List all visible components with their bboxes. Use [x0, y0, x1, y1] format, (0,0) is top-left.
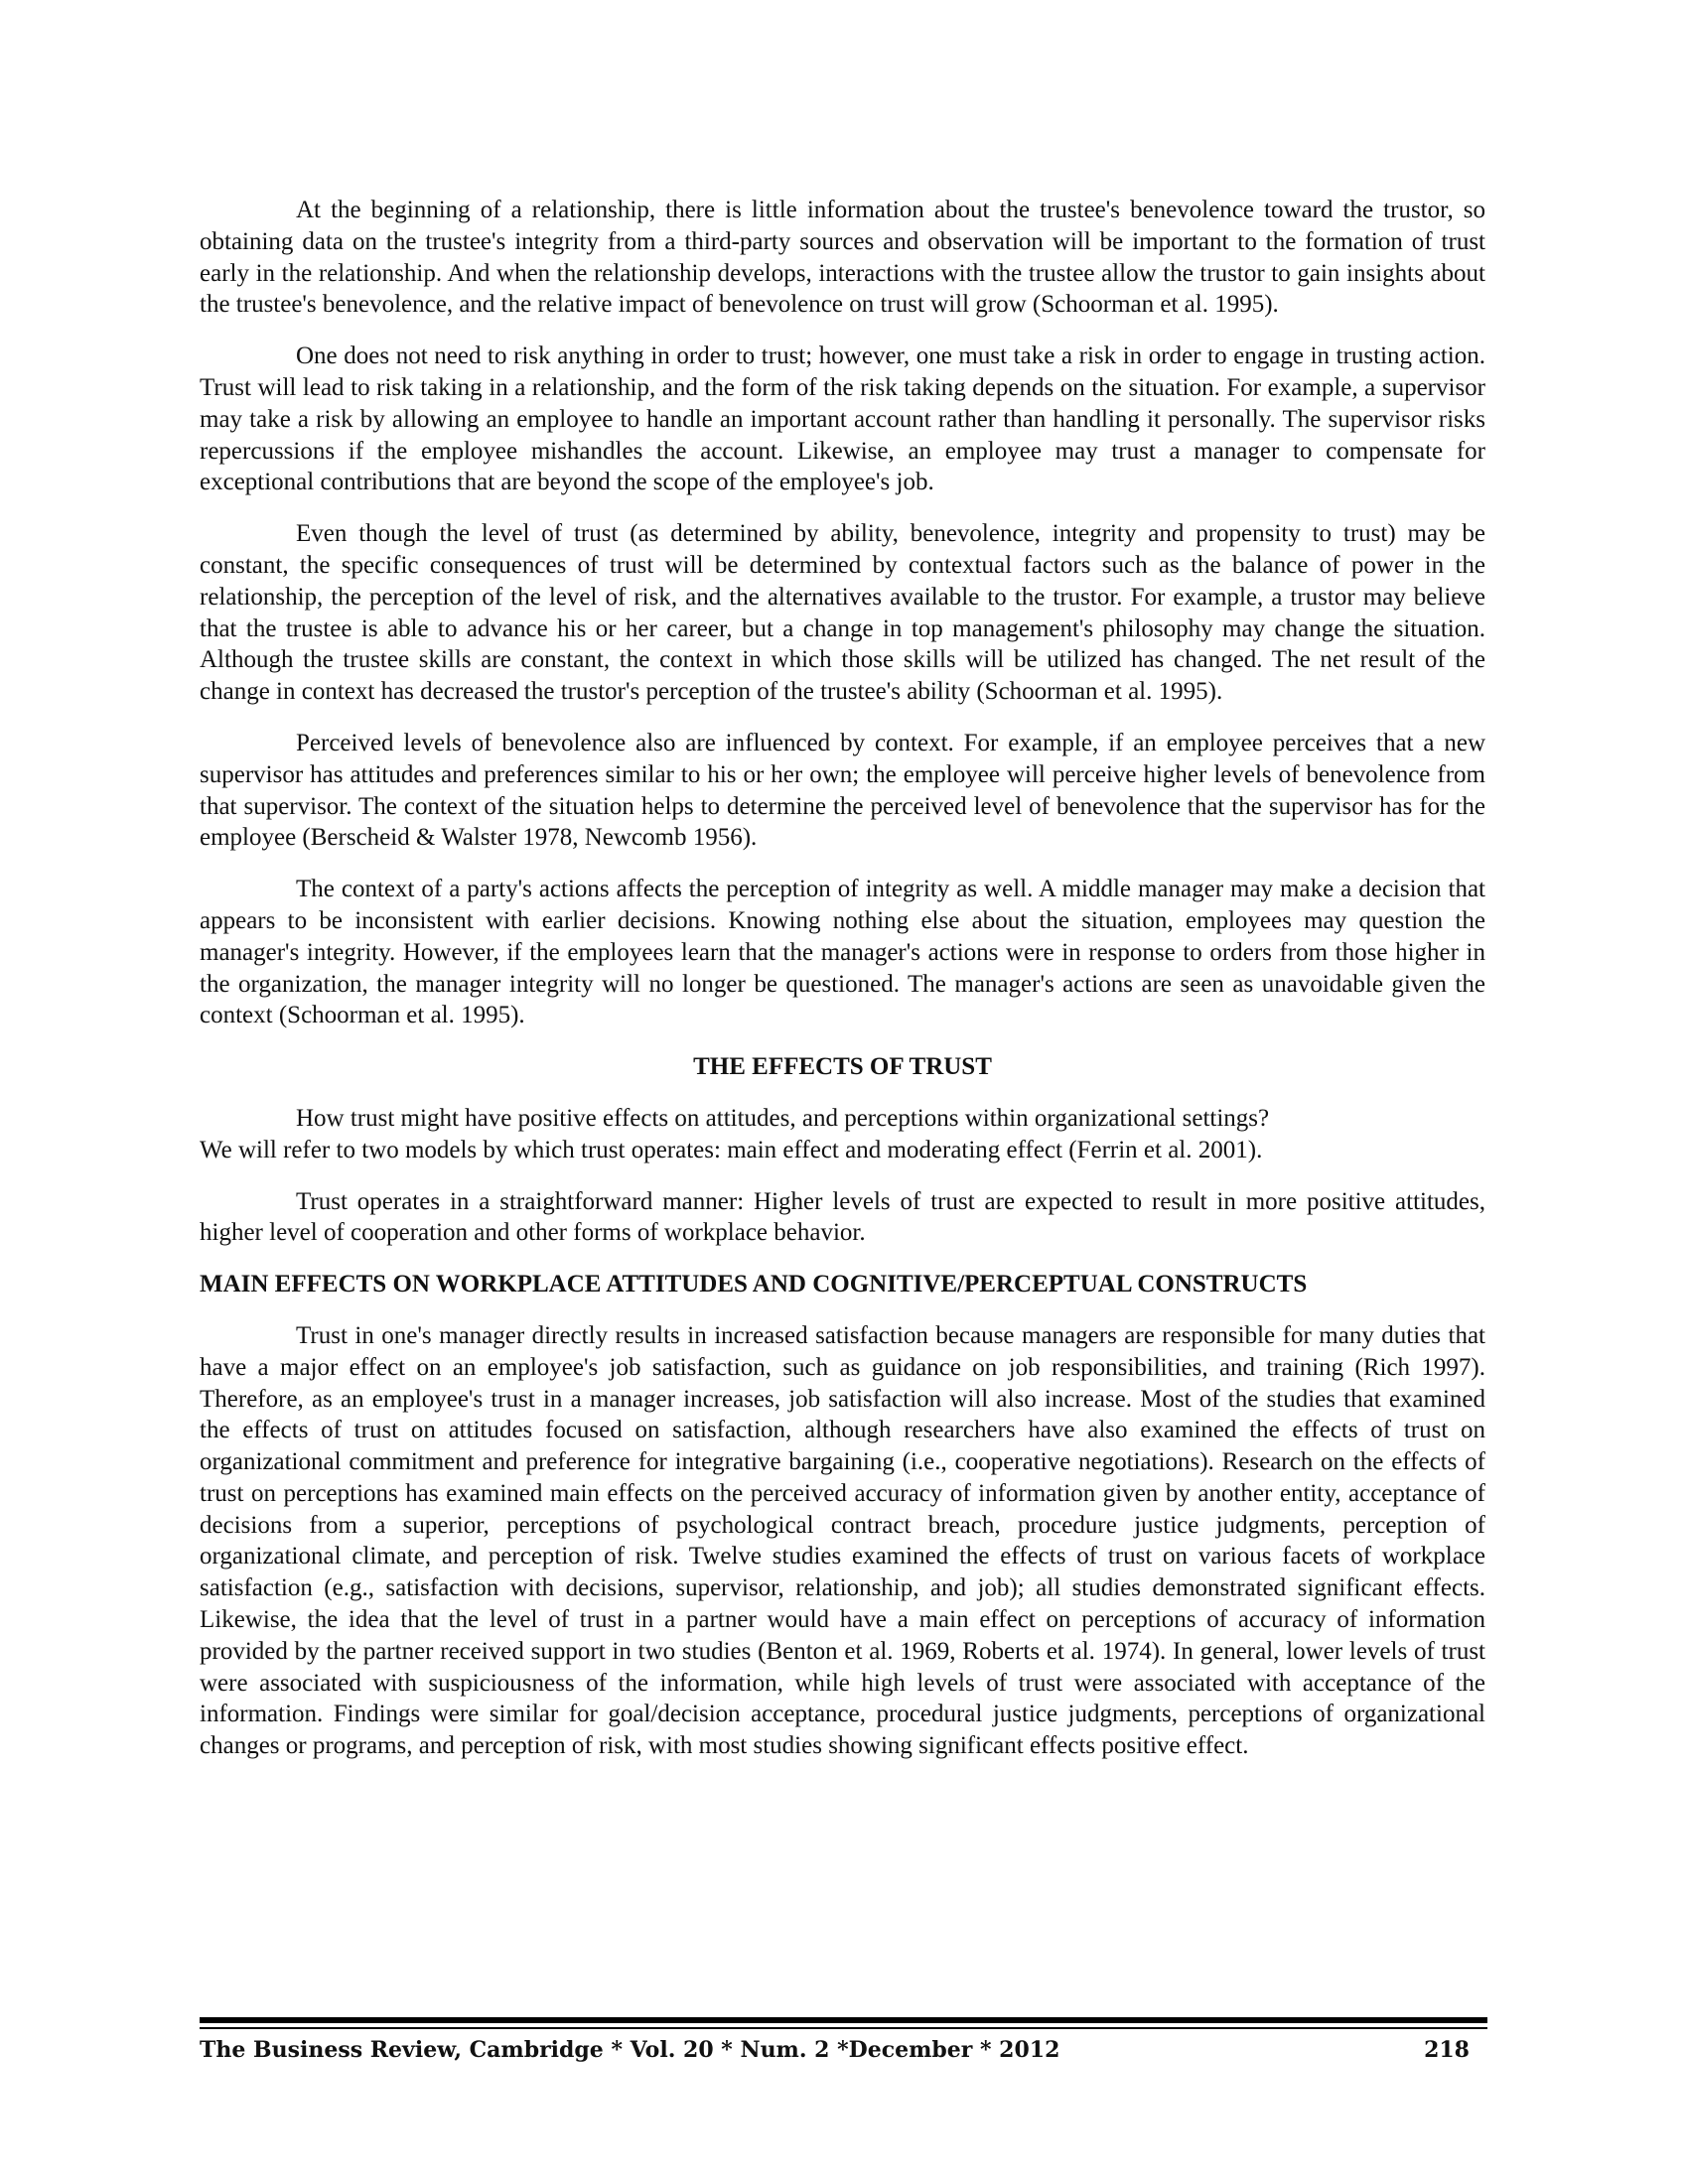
effects-intro-paragraph	[200, 1103, 1485, 1166]
body-paragraph: Even though the level of trust (as determined by ability, benevolence, integrity and propensity to trust) may be constant, the specific consequences of trust will be determined by contextual factors such as the balance of power in the relationship, the perception of the level of risk, and the alternatives available to the trustor. For example, a trustor may believe that the trustee is able to advance his or her career, but a change in top management's philosophy may change the situation. Although the trustee skills are constant, the context in which those skills will be utilized has changed. The net result of the change in context has decreased the trustor's perception of the trustee's ability (Schoorman et al. 1995).	[200, 520, 1485, 706]
page-body	[200, 195, 1485, 1782]
section-heading-main-effects: MAIN EFFECTS ON WORKPLACE ATTITUDES AND COGNITIVE/PERCEPTUAL CONSTRUCTS	[200, 1271, 1308, 1298]
footer-rule	[200, 2017, 1487, 2023]
body-paragraph: One does not need to risk anything in order to trust; however, one must take a risk in order to engage in trusting action. Trust will lead to risk taking in a relationship, and the form of the risk taking depends on the situation. For example, a supervisor may take a risk by allowing an employee to handle an important account rather than handling it personally. The supervisor risks repercussions if the employee mishandles the account. Likewise, an employee may trust a manager to compensate for exceptional contributions that are beyond the scope of the employee's job.	[200, 342, 1485, 496]
footer-rule	[200, 2027, 1487, 2029]
page-number: 218	[1424, 2037, 1470, 2063]
body-paragraph: Trust in one's manager directly results in increased satisfaction because managers are responsible for many duties that have a major effect on an employee's job satisfaction, such as guidance on job responsibilities, and training (Rich 1997). Therefore, as an employee's trust in a manager increases, job satisfaction will also increase. Most of the studies that examined the effects of trust on attitudes focused on satisfaction, although researchers have also examined the effects of trust on organizational commitment and preference for integrative bargaining (i.e., cooperative negotiations). Research on the effects of trust on perceptions has examined main effects on the perceived accuracy of information given by another entity, acceptance of decisions from a superior, perceptions of psychological contract breach, procedure justice judgments, perception of organizational climate, and perception of risk. Twelve studies examined the effects of trust on various facets of workplace satisfaction (e.g., satisfaction with decisions, supervisor, relationship, and job); all studies demonstrated significant effects. Likewise, the idea that the level of trust in a partner would have a main effect on perceptions of accuracy of information provided by the partner received support in two studies (Benton et al. 1969, Roberts et al. 1974). In general, lower levels of trust were associated with suspiciousness of the information, while high levels of trust were associated with acceptance of the information. Findings were similar for goal/decision acceptance, procedural justice judgments, perceptions of organizational changes or programs, and perception of risk, with most studies showing significant effects positive effect.	[200, 1321, 1485, 1760]
effects-intro-line: How trust might have positive effects on attitudes, and perceptions within organizational settings?	[296, 1104, 1270, 1132]
footer-journal-citation: The Business Review, Cambridge * Vol. 20 * Num. 2 *December * 2012	[200, 2037, 1060, 2063]
body-paragraph: Perceived levels of benevolence also are influenced by context. For example, if an employee perceives that a new supervisor has attitudes and preferences similar to his or her own; the employee will perceive higher levels of benevolence from that supervisor. The context of the situation helps to determine the perceived level of benevolence that the supervisor has for the employee (Berscheid & Walster 1978, Newcomb 1956).	[200, 729, 1485, 852]
section-heading-effects-of-trust: THE EFFECTS OF TRUST	[693, 1053, 992, 1081]
effects-intro-line: We will refer to two models by which trust operates: main effect and moderating effect (Ferrin et al. 2001).	[200, 1136, 1263, 1163]
page-footer	[200, 2037, 1487, 2071]
body-paragraph: At the beginning of a relationship, there is little information about the trustee's benevolence toward the trustor, so obtaining data on the trustee's integrity from a third-party sources and observation will be important to the formation of trust early in the relationship. And when the relationship develops, interactions with the trustee allow the trustor to gain insights about the trustee's benevolence, and the relative impact of benevolence on trust will grow (Schoorman et al. 1995).	[200, 197, 1485, 319]
body-paragraph: Trust operates in a straightforward manner: Higher levels of trust are expected to result in more positive attitudes, higher level of cooperation and other forms of workplace behavior.	[200, 1187, 1485, 1247]
body-paragraph: The context of a party's actions affects the perception of integrity as well. A middle manager may make a decision that appears to be inconsistent with earlier decisions. Knowing nothing else about the situation, employees may question the manager's integrity. However, if the employees learn that the manager's actions were in response to orders from those higher in the organization, the manager integrity will no longer be questioned. The manager's actions are seen as unavoidable given the context (Schoorman et al. 1995).	[200, 876, 1485, 1029]
